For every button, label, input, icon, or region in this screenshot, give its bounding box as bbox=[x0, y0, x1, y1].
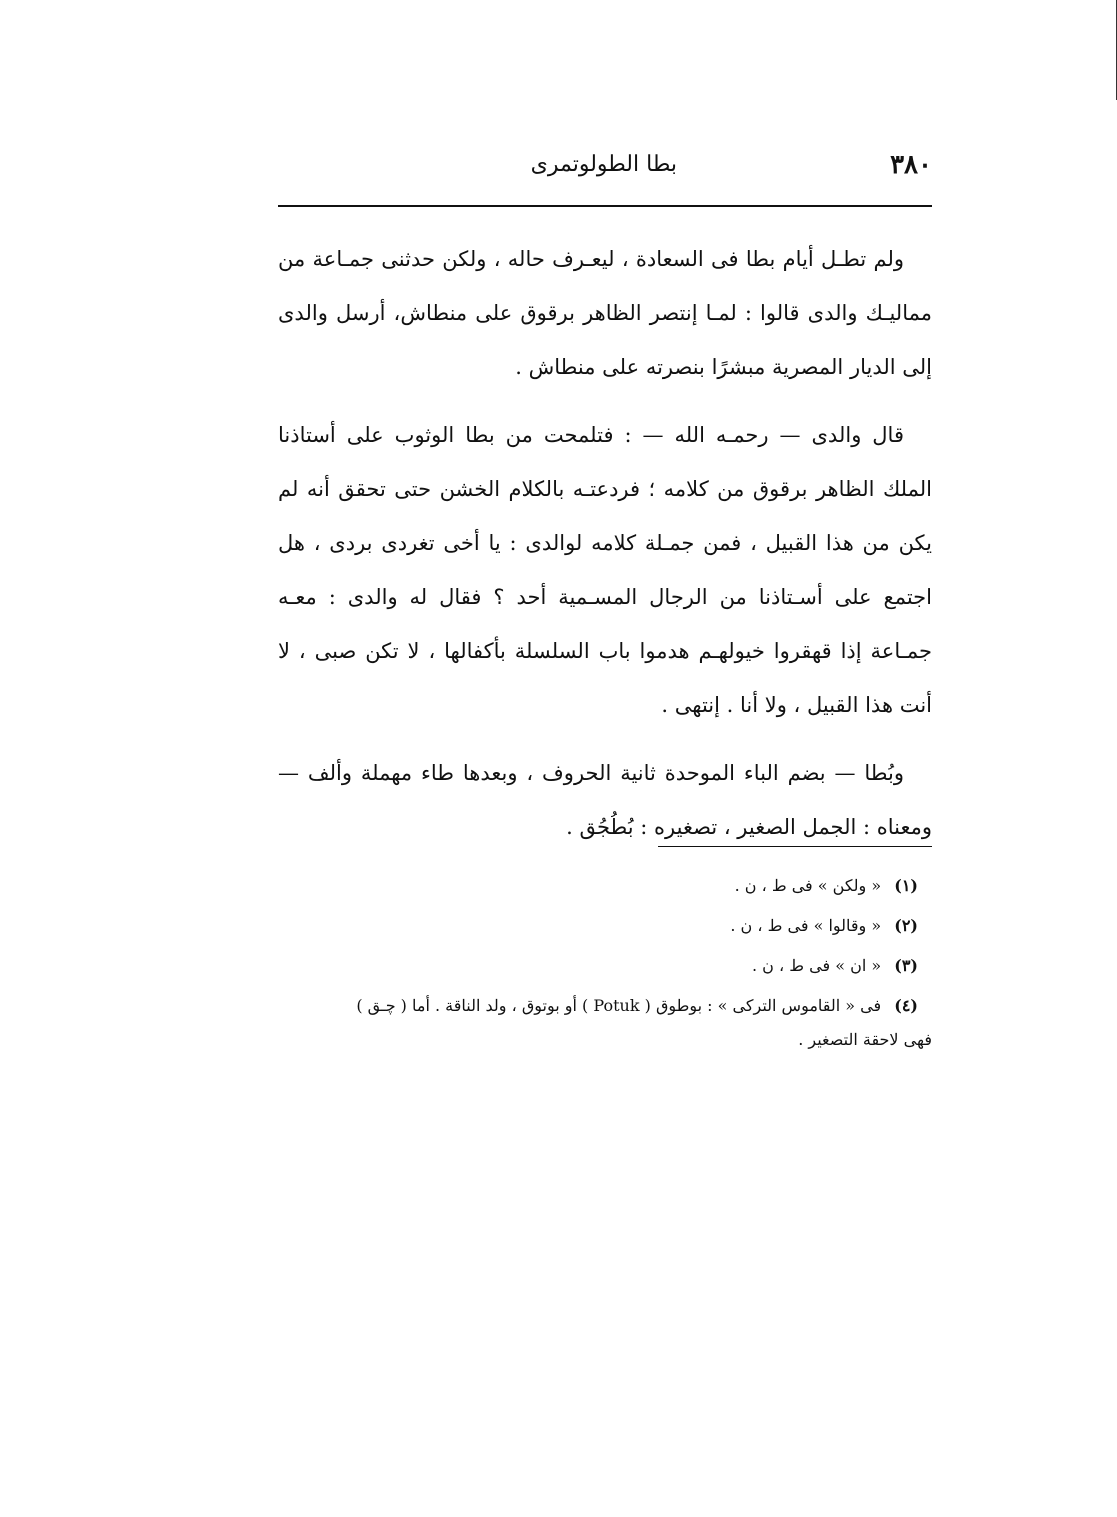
page-header bbox=[278, 140, 932, 200]
footnote-number: (١) bbox=[894, 876, 918, 895]
footnote-1 bbox=[300, 866, 932, 906]
main-text bbox=[278, 232, 932, 854]
footnote-rule bbox=[658, 846, 932, 847]
page-number: ٣٨٠ bbox=[890, 150, 932, 180]
footnote-text: « ولكن » فى ط ، ن . bbox=[734, 876, 882, 895]
running-title: بطا الطولوتمرى bbox=[530, 152, 677, 177]
paragraph-2: قال والدى — رحمـه الله — : فتلمحت من بطا الوثوب على أستاذنا الملك الظاهر برقوق من كلامه ؛ فردعتـه بالكلام الخشن حتى تحقق أنه لم يكن من هذا القبيل ، فمن جمـلة كلامه لوالدى : يا أخى تغردى بردى ، هل اجتمع على أسـتاذنا من الرجال المسـمية أحد ؟ فقال له والدى : معـه جمـاعة إذا قهقروا خيولهـم هدموا باب السلسلة بأكفالها ، لا تكن صبى ، لا أنت هذا القبيل ، ولا أنا . إنتهى . bbox=[278, 423, 932, 717]
footnote-number: (٢) bbox=[894, 916, 918, 935]
footnote-2 bbox=[300, 906, 932, 946]
footnote-number: (٣) bbox=[894, 956, 918, 975]
paragraph-3: وبُطا — بضم الباء الموحدة ثانية الحروف ، وبعدها طاء مهملة وألف — ومعناه : الجمل الصغير ، تصغيره : بُطُجُق . bbox=[278, 761, 932, 839]
footnote-text: « ان » فى ط ، ن . bbox=[752, 956, 882, 975]
page-edge-line bbox=[1108, 0, 1117, 100]
paragraph-1: ولم تطـل أيام بطا فى السعادة ، ليعـرف حاله ، ولكن حدثنى جمـاعة من مماليـك والدى قالوا : لمـا إنتصر الظاهر برقوق على منطاش، أرسل والدى إلى الديار المصرية مبشرًا بنصرته على منطاش . bbox=[278, 247, 932, 379]
footnote-number: (٤) bbox=[894, 996, 918, 1015]
footnotes bbox=[300, 866, 932, 1060]
footnote-text: فى « القاموس التركى » : بوطوق ( Potuk ) أو بوتوق ، ولد الناقة . أما ( چـق ) bbox=[356, 996, 882, 1015]
footnote-4-continuation: فهى لاحقة التصغير . bbox=[798, 1030, 932, 1049]
header-rule bbox=[278, 205, 932, 207]
footnote-3 bbox=[300, 946, 932, 986]
footnote-text: « وقالوا » فى ط ، ن . bbox=[730, 916, 882, 935]
